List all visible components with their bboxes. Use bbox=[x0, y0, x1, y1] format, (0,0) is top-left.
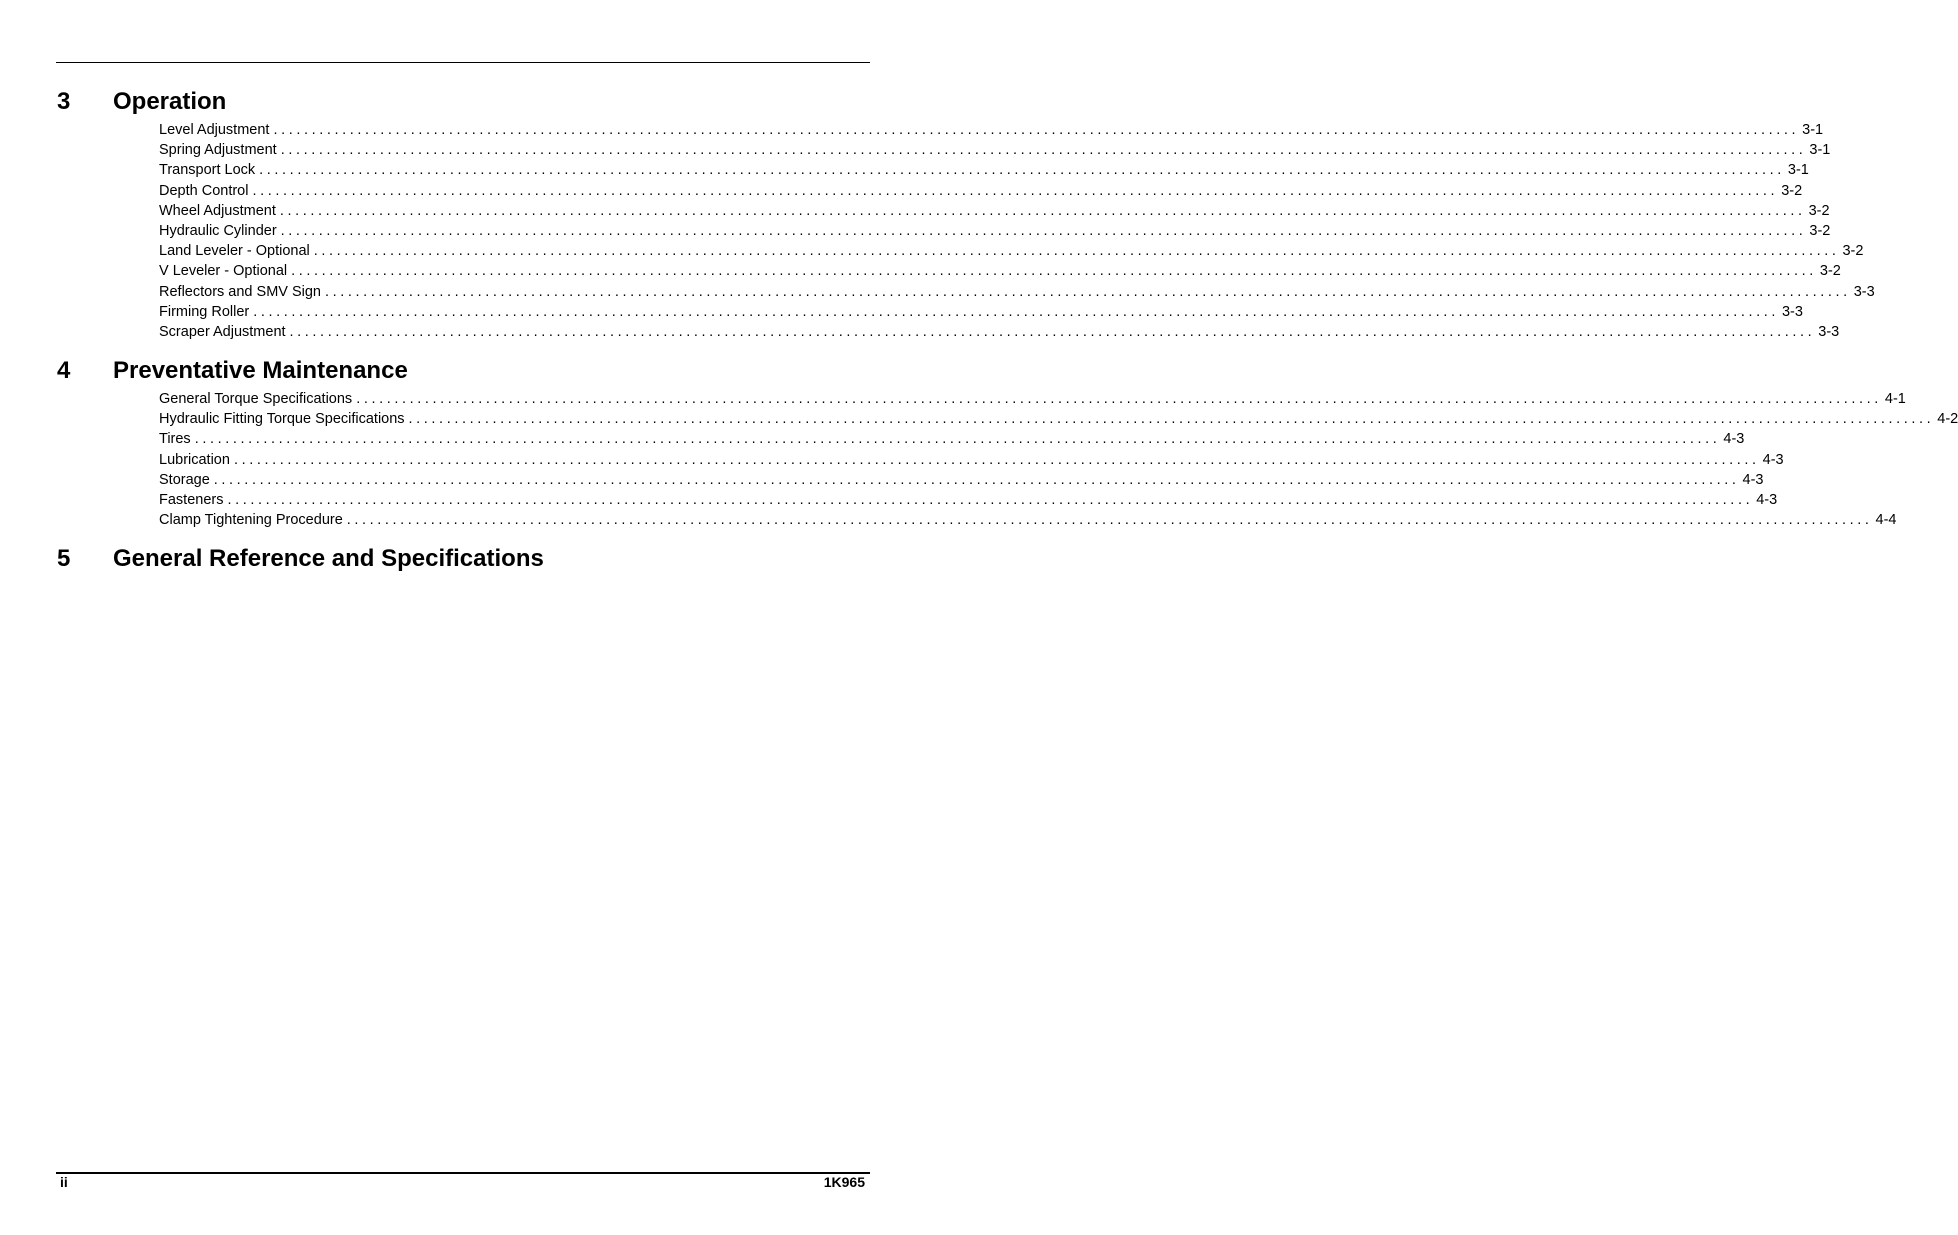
footer-rule bbox=[56, 1172, 870, 1174]
chapter-3 bbox=[56, 84, 1875, 342]
dot-leader: ........................................................................................................................................................................................................ bbox=[291, 263, 1817, 280]
toc-entry-page: 3-2 bbox=[1808, 202, 1830, 219]
section-spacer bbox=[56, 342, 816, 353]
toc-entry[interactable] bbox=[159, 201, 1830, 221]
header-rule bbox=[56, 62, 870, 63]
toc-entry-page: 3-2 bbox=[1819, 263, 1841, 280]
toc-entry-label: Hydraulic Cylinder bbox=[159, 222, 277, 239]
toc-entry[interactable] bbox=[159, 282, 1875, 302]
toc-entry[interactable] bbox=[159, 241, 1864, 261]
chapter-number: 4 bbox=[57, 357, 71, 385]
toc-entry-page: 4-1 bbox=[1884, 391, 1906, 408]
toc-entry-page: 3-1 bbox=[1802, 122, 1824, 138]
toc-entry-page: 3-1 bbox=[1809, 142, 1831, 159]
toc-entry-page: 3-3 bbox=[1853, 283, 1875, 300]
toc-entry-label: Transport Lock bbox=[159, 162, 256, 179]
toc-entry[interactable] bbox=[159, 510, 1897, 530]
dot-leader: ........................................................................................................................................................................................................ bbox=[408, 411, 1935, 428]
toc-entry[interactable] bbox=[159, 389, 1906, 409]
dot-leader: ........................................................................................................................................................................................................ bbox=[233, 451, 1760, 468]
dot-leader: ........................................................................................................................................................................................................ bbox=[213, 471, 1740, 488]
toc-entry-page: 3-3 bbox=[1818, 323, 1840, 340]
section-spacer bbox=[56, 530, 816, 541]
toc-entry[interactable] bbox=[159, 490, 1778, 510]
toc-entry-label: Depth Control bbox=[159, 182, 249, 199]
toc-entry-label: Land Leveler - Optional bbox=[159, 243, 310, 260]
toc-entry-page: 4-4 bbox=[1875, 512, 1897, 529]
toc-entry-page: 3-2 bbox=[1842, 243, 1864, 260]
toc-entry-label: Tires bbox=[159, 431, 191, 448]
toc-entry-page: 4-3 bbox=[1742, 471, 1764, 488]
toc-entry-label: Reflectors and SMV Sign bbox=[159, 283, 321, 300]
dot-leader: ........................................................................................................................................................................................................ bbox=[313, 243, 1840, 260]
toc-entry-page: 4-3 bbox=[1762, 451, 1784, 468]
dot-leader: ........................................................................................................................................................................................................ bbox=[194, 431, 1721, 448]
dot-leader: ........................................................................................................................................................................................................ bbox=[253, 303, 1779, 320]
toc-entry-label: Level Adjustment bbox=[159, 122, 270, 138]
toc-entry[interactable] bbox=[159, 429, 1745, 449]
toc-entry-list bbox=[159, 389, 1958, 530]
toc-entry-page: 4-3 bbox=[1723, 431, 1745, 448]
toc-entry[interactable] bbox=[159, 302, 1803, 322]
toc-entry-label: Lubrication bbox=[159, 451, 230, 468]
chapter-title: General Reference and Specifications bbox=[113, 545, 544, 573]
toc-entry-page: 4-2 bbox=[1937, 411, 1958, 428]
table-of-contents bbox=[56, 84, 1958, 577]
toc-entry-page: 3-3 bbox=[1781, 303, 1803, 320]
toc-entry-page: 4-3 bbox=[1756, 492, 1778, 508]
toc-entry[interactable] bbox=[159, 181, 1803, 201]
toc-entry-label: General Torque Specifications bbox=[159, 391, 353, 408]
dot-leader: ........................................................................................................................................................................................................ bbox=[280, 142, 1807, 159]
toc-entry[interactable] bbox=[159, 140, 1831, 160]
toc-entry[interactable] bbox=[159, 120, 1824, 140]
dot-leader: ........................................................................................................................................................................................................ bbox=[280, 222, 1807, 239]
toc-entry-label: Clamp Tightening Procedure bbox=[159, 512, 343, 529]
toc-entry[interactable] bbox=[159, 261, 1841, 281]
toc-entry-page: 3-2 bbox=[1809, 222, 1831, 239]
toc-entry-page: 3-2 bbox=[1781, 182, 1803, 199]
chapter-title: Preventative Maintenance bbox=[113, 357, 408, 385]
toc-entry-label: V Leveler - Optional bbox=[159, 263, 288, 280]
footer-document-id: 1K965 bbox=[823, 1174, 865, 1190]
toc-entry-page: 3-1 bbox=[1787, 162, 1809, 179]
toc-entry-label: Storage bbox=[159, 471, 210, 488]
dot-leader: ........................................................................................................................................................................................................ bbox=[356, 391, 1882, 408]
dot-leader: ........................................................................................................................................................................................................ bbox=[273, 122, 1800, 138]
dot-leader: ........................................................................................................................................................................................................ bbox=[259, 162, 1785, 179]
toc-entry[interactable] bbox=[159, 409, 1958, 429]
toc-entry-label: Wheel Adjustment bbox=[159, 202, 276, 219]
dot-leader: ........................................................................................................................................................................................................ bbox=[325, 283, 1851, 300]
toc-entry[interactable] bbox=[159, 450, 1784, 470]
toc-entry[interactable] bbox=[159, 470, 1764, 490]
toc-entry[interactable] bbox=[159, 160, 1809, 180]
dot-leader: ........................................................................................................................................................................................................ bbox=[289, 323, 1816, 340]
chapter-number: 3 bbox=[57, 88, 71, 115]
chapter-5 bbox=[56, 541, 816, 577]
dot-leader: ........................................................................................................................................................................................................ bbox=[227, 492, 1754, 508]
toc-entry-label: Hydraulic Fitting Torque Specifications bbox=[159, 411, 405, 428]
toc-entry[interactable] bbox=[159, 322, 1840, 342]
chapter-heading bbox=[56, 84, 816, 120]
chapter-title: Operation bbox=[113, 88, 227, 115]
toc-entry-label: Fasteners bbox=[159, 492, 224, 508]
dot-leader: ........................................................................................................................................................................................................ bbox=[279, 202, 1806, 219]
toc-entry-label: Scraper Adjustment bbox=[159, 323, 286, 340]
chapter-heading bbox=[56, 541, 816, 577]
toc-entry-list bbox=[159, 120, 1875, 342]
chapter-heading bbox=[56, 353, 816, 389]
dot-leader: ........................................................................................................................................................................................................ bbox=[252, 182, 1779, 199]
toc-entry-label: Spring Adjustment bbox=[159, 142, 277, 159]
dot-leader: ........................................................................................................................................................................................................ bbox=[346, 512, 1873, 529]
chapter-4 bbox=[56, 353, 1958, 530]
toc-entry-label: Firming Roller bbox=[159, 303, 250, 320]
chapter-number: 5 bbox=[57, 545, 71, 573]
toc-entry[interactable] bbox=[159, 221, 1831, 241]
footer-page-number: ii bbox=[60, 1174, 68, 1190]
